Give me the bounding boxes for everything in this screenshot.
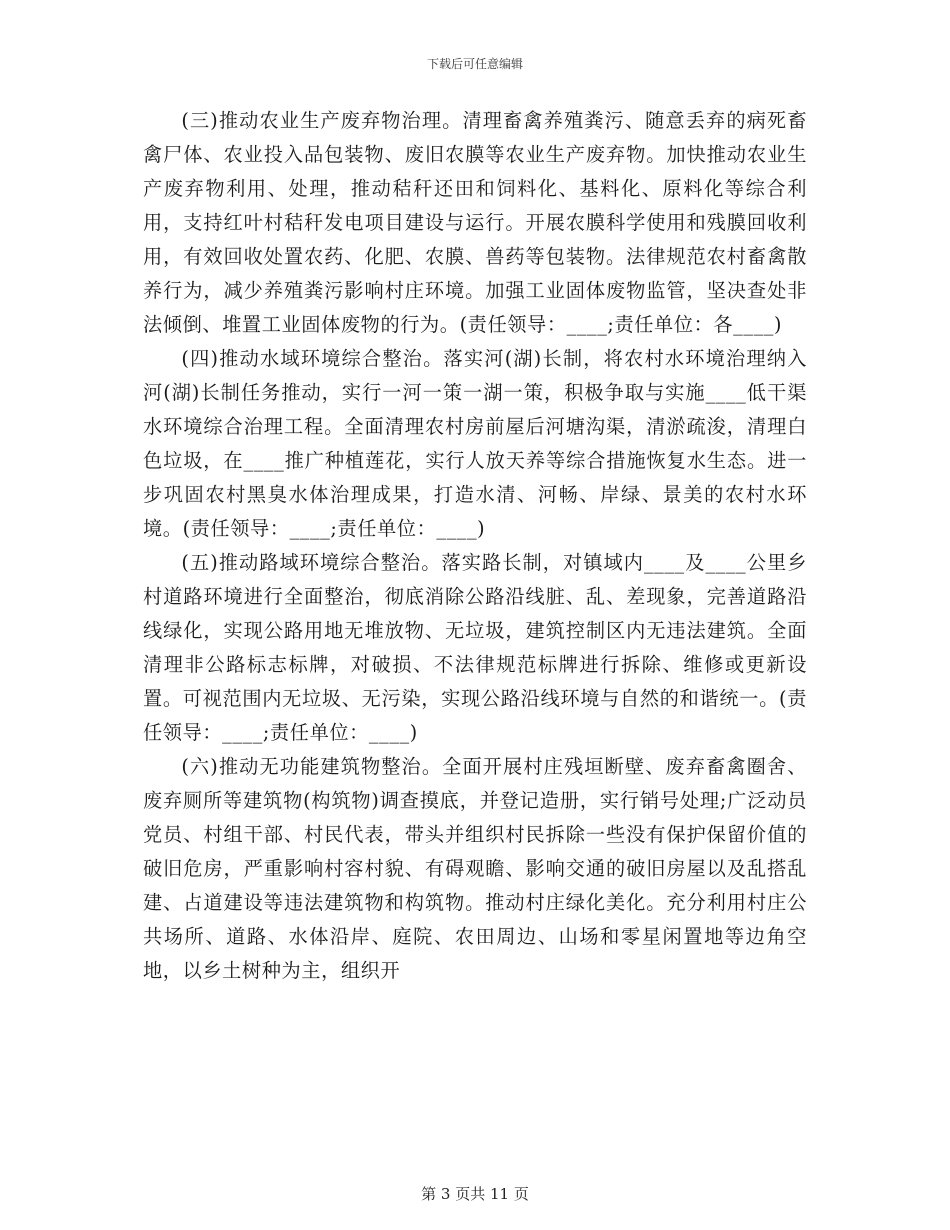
paragraph-6-nonfunctional-buildings: (六)推动无功能建筑物整治。全面开展村庄残垣断壁、废弃畜禽圈舍、废弃厕所等建筑物(构筑物)调查摸底，并登记造册，实行销号处理;广泛动员党员、村组干部、村民代表，带头并组织村民拆除一些没有保护保留价值的破旧危房，严重影响村容村貌、有碍观瞻、影响交通的破旧房屋以及乱搭乱建、占道建设等违法建筑物和构筑物。推动村庄绿化美化。充分利用村庄公共场所、道路、水体沿岸、庭院、农田周边、山场和零星闲置地等边角空地，以乡土树种为主，组织开 — [143, 755, 807, 982]
paragraph-3-agricultural-waste: (三)推动农业生产废弃物治理。清理畜禽养殖粪污、随意丢弃的病死畜禽尸体、农业投入品包装物、废旧农膜等农业生产废弃物。加快推动农业生产废弃物利用、处理，推动秸秆还田和饲料化、基料化、原料化等综合利用，支持红叶村秸秆发电项目建设与运行。开展农膜科学使用和残膜回收利用，有效回收处置农药、化肥、农膜、兽药等包装物。法律规范农村畜禽散养行为，减少养殖粪污影响村庄环境。加强工业固体废物监管，坚决查处非法倾倒、堆置工业固体废物的行为。(责任领导：____;责任单位：各____) — [143, 109, 807, 336]
paragraph-4-water-environment: (四)推动水域环境综合整治。落实河(湖)长制，将农村水环境治理纳入河(湖)长制任务推动，实行一河一策一湖一策，积极争取与实施____低干渠水环境综合治理工程。全面清理农村房前屋后河塘沟渠，清淤疏浚，清理白色垃圾，在____推广种植莲花，实行人放天养等综合措施恢复水生态。进一步巩固农村黑臭水体治理成果，打造水清、河畅、岸绿、景美的农村水环境。(责任领导：____;责任单位：____) — [143, 347, 807, 540]
page-number: 第 3 页共 11 页 — [421, 1185, 529, 1203]
document-body — [143, 104, 807, 988]
page-header-note: 下载后可任意编辑 — [426, 57, 523, 71]
paragraph-5-road-environment: (五)推动路域环境综合整治。落实路长制，对镇域内____及____公里乡村道路环境进行全面整治，彻底消除公路沿线脏、乱、差现象，完善道路沿线绿化，实现公路用地无堆放物、无垃圾，建筑控制区内无违法建筑。全面清理非公路标志标牌，对破损、不法律规范标牌进行拆除、维修或更新设置。可视范围内无垃圾、无污染，实现公路沿线环境与自然的和谐统一。(责任领导：____;责任单位：____) — [143, 551, 807, 744]
